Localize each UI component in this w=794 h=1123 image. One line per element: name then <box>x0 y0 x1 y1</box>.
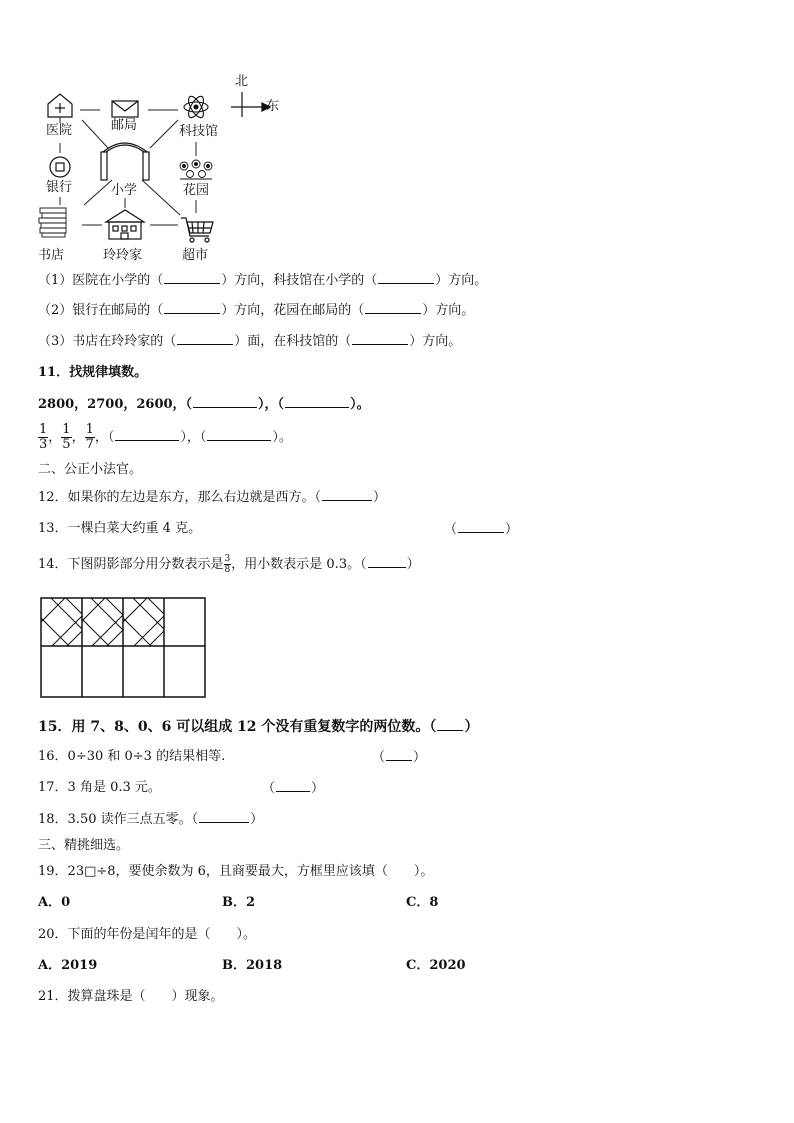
q17: 17．3 角是 0.3 元。 <box>38 780 161 795</box>
cart-icon <box>181 218 213 242</box>
q13: 13．一棵白菜大约重 4 克。 <box>38 521 202 536</box>
q10-part2: （2）银行在邮局的（ ）方向，花园在邮局的（ ）方向。 <box>38 303 475 318</box>
q17-answer: （ ） <box>262 781 325 796</box>
school-gate-icon <box>101 143 149 180</box>
section-3-heading: 三、精挑细选。 <box>38 838 130 853</box>
answer-blank[interactable] <box>177 333 233 345</box>
q13-answer: （ ） <box>444 522 519 537</box>
envelope-icon <box>112 101 138 117</box>
compass <box>231 92 270 117</box>
bank-label: 银行 <box>46 180 73 195</box>
q19-option-c[interactable]: C．8 <box>406 895 439 910</box>
linglings-home-label: 玲玲家 <box>103 248 143 263</box>
fraction-1-5: $\frac{1}{5}$ <box>62 422 71 452</box>
hospital-icon <box>48 94 72 117</box>
answer-blank[interactable] <box>368 556 406 568</box>
books-icon <box>39 208 66 237</box>
q19-option-b[interactable]: B．2 <box>222 895 256 910</box>
q20: 20．下面的年份是闰年的是（ ）。 <box>38 927 257 942</box>
q19: 19．23□÷8，要使余数为 6，且商要最大，方框里应该填（ ）。 <box>38 864 434 879</box>
q11-title: 11．找规律填数。 <box>38 365 148 380</box>
fraction-1-7: $\frac{1}{7}$ <box>85 422 94 452</box>
q20-option-a[interactable]: A．2019 <box>38 958 98 973</box>
hospital-label: 医院 <box>46 123 73 138</box>
answer-blank[interactable] <box>437 719 463 731</box>
answer-blank[interactable] <box>207 429 271 441</box>
q11-sequence-1: 2800，2700，2600，（ ），（ ）。 <box>38 397 370 412</box>
q10-part3: （3）书店在玲玲家的（ ）面，在科技馆的（ ）方向。 <box>38 334 462 349</box>
answer-blank[interactable] <box>276 780 310 792</box>
q18: 18．3.50 读作三点五零。（ ） <box>38 812 264 827</box>
q11-sequence-2: $\frac{1}{3}$ ， $\frac{1}{5}$ ， $\frac{1}{7}$ ，（ ），（ ）。 <box>39 422 292 452</box>
answer-blank[interactable] <box>352 333 408 345</box>
answer-blank[interactable] <box>386 749 412 761</box>
school-label: 小学 <box>111 183 138 198</box>
answer-blank[interactable] <box>199 811 249 823</box>
north-label: 北 <box>235 74 249 89</box>
fraction-1-3: $\frac{1}{3}$ <box>39 422 48 452</box>
bookstore-label: 书店 <box>38 248 65 263</box>
fraction-3-8: $\frac{3}{8}$ <box>224 554 231 575</box>
east-label: 东 <box>266 99 280 114</box>
q15: 15．用 7、8、0、6 可以组成 12 个没有重复数字的两位数。（ ） <box>38 719 479 735</box>
post-office-label: 邮局 <box>111 118 138 133</box>
answer-blank[interactable] <box>164 302 220 314</box>
q14: 14．下图阴影部分用分数表示是 $\frac{3}{8}$ ，用小数表示是 0.3。（ ） <box>38 554 420 575</box>
shaded-grid-figure <box>38 595 206 699</box>
answer-blank[interactable] <box>164 272 220 284</box>
flowers-icon <box>180 160 212 179</box>
q21: 21．拨算盘珠是（ ）现象。 <box>38 989 224 1004</box>
atom-icon <box>184 94 208 120</box>
answer-blank[interactable] <box>458 521 504 533</box>
answer-blank[interactable] <box>285 396 349 408</box>
q16-answer: （ ） <box>372 750 427 765</box>
garden-label: 花园 <box>183 183 210 198</box>
direction-map <box>0 0 794 270</box>
house-icon <box>106 210 144 239</box>
answer-blank[interactable] <box>322 489 372 501</box>
answer-blank[interactable] <box>378 272 434 284</box>
q19-option-a[interactable]: A．0 <box>38 895 71 910</box>
answer-blank[interactable] <box>365 302 421 314</box>
answer-blank[interactable] <box>193 396 257 408</box>
supermarket-label: 超市 <box>182 248 209 263</box>
q20-option-b[interactable]: B．2018 <box>222 958 283 973</box>
q10-part1: （1）医院在小学的（ ）方向，科技馆在小学的（ ）方向。 <box>38 273 488 288</box>
q16: 16．0÷30 和 0÷3 的结果相等. <box>38 749 226 764</box>
science-museum-label: 科技馆 <box>179 124 219 139</box>
coin-icon <box>50 157 70 177</box>
q20-option-c[interactable]: C．2020 <box>406 958 466 973</box>
answer-blank[interactable] <box>115 429 179 441</box>
q12: 12．如果你的左边是东方，那么右边就是西方。（ ） <box>38 490 387 505</box>
section-2-heading: 二、公正小法官。 <box>38 462 143 477</box>
